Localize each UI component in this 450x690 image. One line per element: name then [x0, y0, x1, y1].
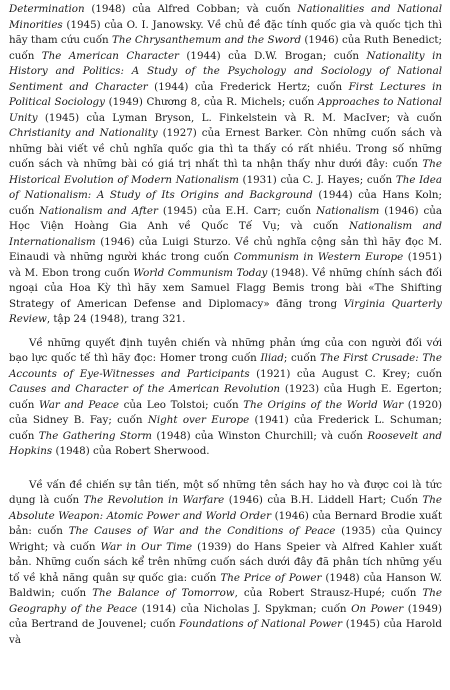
book-title: The Price of Power: [220, 571, 322, 584]
book-title: Causes and Character of the American Revolution: [9, 383, 281, 395]
book-title: The Idea of Nationalism: A Study of Its Origins and Background: [9, 173, 443, 201]
book-title: On Power: [351, 602, 404, 615]
bibliography-paragraph-2: Về những quyết định tuyên chiến và những phản ứng của con người đối với bạo lực quốc tế thì hãy đọc: Homer trong cuốn Iliad; cuốn The First Crusade: The Accounts of Eye-Witnesses and Participants (1921) của August C. Krey; cuốn Causes and Character of the American Revolution (1923) của Hugh E. Egerton; cuốn War and Peace của Leo Tolstoi; cuốn The Origins of the World War (1920) của Sidney B. Fay; cuốn Night over Europe (1941) của Frederick L. Schuman; cuốn The Gathering Storm (1948) của Winston Churchill; và cuốn Roosevelt and Hopkins (1948) của Robert Sherwood.: [9, 336, 443, 457]
book-title: Night over Europe: [147, 414, 250, 426]
book-title: Virginia Quarterly Review: [9, 297, 443, 325]
book-title: The Origins of the World War: [243, 398, 404, 411]
book-title: The Balance of Tomorrow: [92, 587, 235, 599]
book-title: World Communism Today: [133, 266, 268, 279]
book-title: The Gathering Storm: [38, 429, 152, 442]
book-title: War in Our Time: [100, 540, 193, 553]
book-title: Roosevelt and Hopkins: [9, 429, 442, 457]
book-title: Communism in Western Europe: [233, 251, 404, 263]
book-title: Iliad: [260, 352, 284, 364]
book-title: Christianity and Nationality: [9, 127, 158, 139]
book-title: War and Peace: [39, 398, 119, 411]
book-title: First Lectures in Political Sociology: [9, 80, 442, 108]
book-title: Nationalism: [316, 204, 380, 217]
book-title: Approaches to National Unity: [9, 96, 442, 124]
book-title: The Absolute Weapon: Atomic Power and World Order: [9, 494, 442, 522]
paragraph-spacer: [9, 460, 442, 478]
book-title: Foundations of National Power: [179, 618, 343, 630]
bibliography-paragraph-1: Determination (1948) của Alfred Cobban; và cuốn Nationalities and National Minorities (1945) của O. I. Janowsky. Về chủ đề đặc tính quốc gia và quốc tịch thì hãy tham cứu cuốn The Chrysanthemum and the Sword (1946) của Ruth Benedict; cuốn The American Character (1944) của D.W. Brogan; cuốn Nationality in History and Politics: A Study of the Psychology and Sociology of National Sentiment and Character (1944) của Frederick Hertz; cuốn First Lectures in Political Sociology (1949) Chương 8, của R. Michels; cuốn Approaches to National Unity (1945) của Lyman Bryson, L. Finkelstein và R. M. MacIver; và cuốn Christianity and Nationality (1927) của Ernest Barker. Còn những cuốn sách và những bài viết về chủ nghĩa quốc gia thì ta thấy có rất nhiều. Trong số những cuốn sách và những bài có giá trị nhất thì ta nhận thấy như dưới đây: cuốn The Historical Evolution of Modern Nationalism (1931) của C. J. Hayes; cuốn The Idea of Nationalism: A Study of Its Origins and Background (1944) của Hans Koln; cuốn Nationalism and After (1945) của E.H. Carr; cuốn Nationalism (1946) của Học Viện Hoàng Gia Anh về Quốc Tế Vụ; và cuốn Nationalism and Internationalism (1946) của Luigi Sturzo. Về chủ nghĩa cộng sản thì hãy đọc M. Einaudi và những người khác trong cuốn Communism in Western Europe (1951) và M. Ebon trong cuốn World Communism Today (1948). Về những chính sách đối ngoại của Hoa Kỳ thì hãy xem Samuel Flagg Bemis trong bài «The Shifting Strategy of American Defense and Diplomacy» đăng trong Virginia Quarterly Review, tập 24 (1948), trang 321.: [9, 3, 443, 325]
book-title: The American Character: [41, 49, 179, 62]
book-title: Nationalism and Internationalism: [9, 220, 442, 248]
book-title: The Revolution in Warfare: [83, 494, 225, 506]
book-title: The Chrysanthemum and the Sword: [111, 34, 302, 46]
book-title: The First Crusade: The Accounts of Eye-Witnesses and Participants: [9, 352, 442, 380]
book-title: Nationality in History and Politics: A Study of the Psychology and Sociology of National Sentiment and Character: [9, 49, 442, 93]
book-title: The Causes of War and the Conditions of Peace: [68, 525, 336, 537]
book-title: Nationalism and After: [39, 204, 158, 217]
book-title: Determination: [9, 3, 85, 15]
book-title: Nationalities and National Minorities: [9, 3, 442, 31]
book-title: The Historical Evolution of Modern Nationalism: [9, 158, 442, 186]
paragraph-spacer: [9, 328, 442, 336]
bibliography-paragraph-3: Về vấn đề chiến sự tân tiến, một số những tên sách hay ho và được coi là tức dụng là cuốn The Revolution in Warfare (1946) của B.H. Liddell Hart; Cuốn The Absolute Weapon: Atomic Power and World Order (1946) của Bernard Brodie xuất bản: cuốn The Causes of War and the Conditions of Peace (1935) của Quincy Wright; và cuốn War in Our Time (1939) do Hans Speier và Alfred Kahler xuất bản. Những cuốn sách kể trên những cuốn sách dưới đây đã phân tích những yếu tố về khả năng quân sự quốc gia: cuốn The Price of Power (1948) của Hanson W. Baldwin; cuốn The Balance of Tomorrow, của Robert Strausz-Hupé; cuốn The Geography of the Peace (1914) của Nicholas J. Spykman; cuốn On Power (1949) của Bertrand de Jouvenel; cuốn Foundations of National Power (1945) của Harold và: [9, 478, 443, 646]
book-title: The Geography of the Peace: [9, 587, 442, 615]
